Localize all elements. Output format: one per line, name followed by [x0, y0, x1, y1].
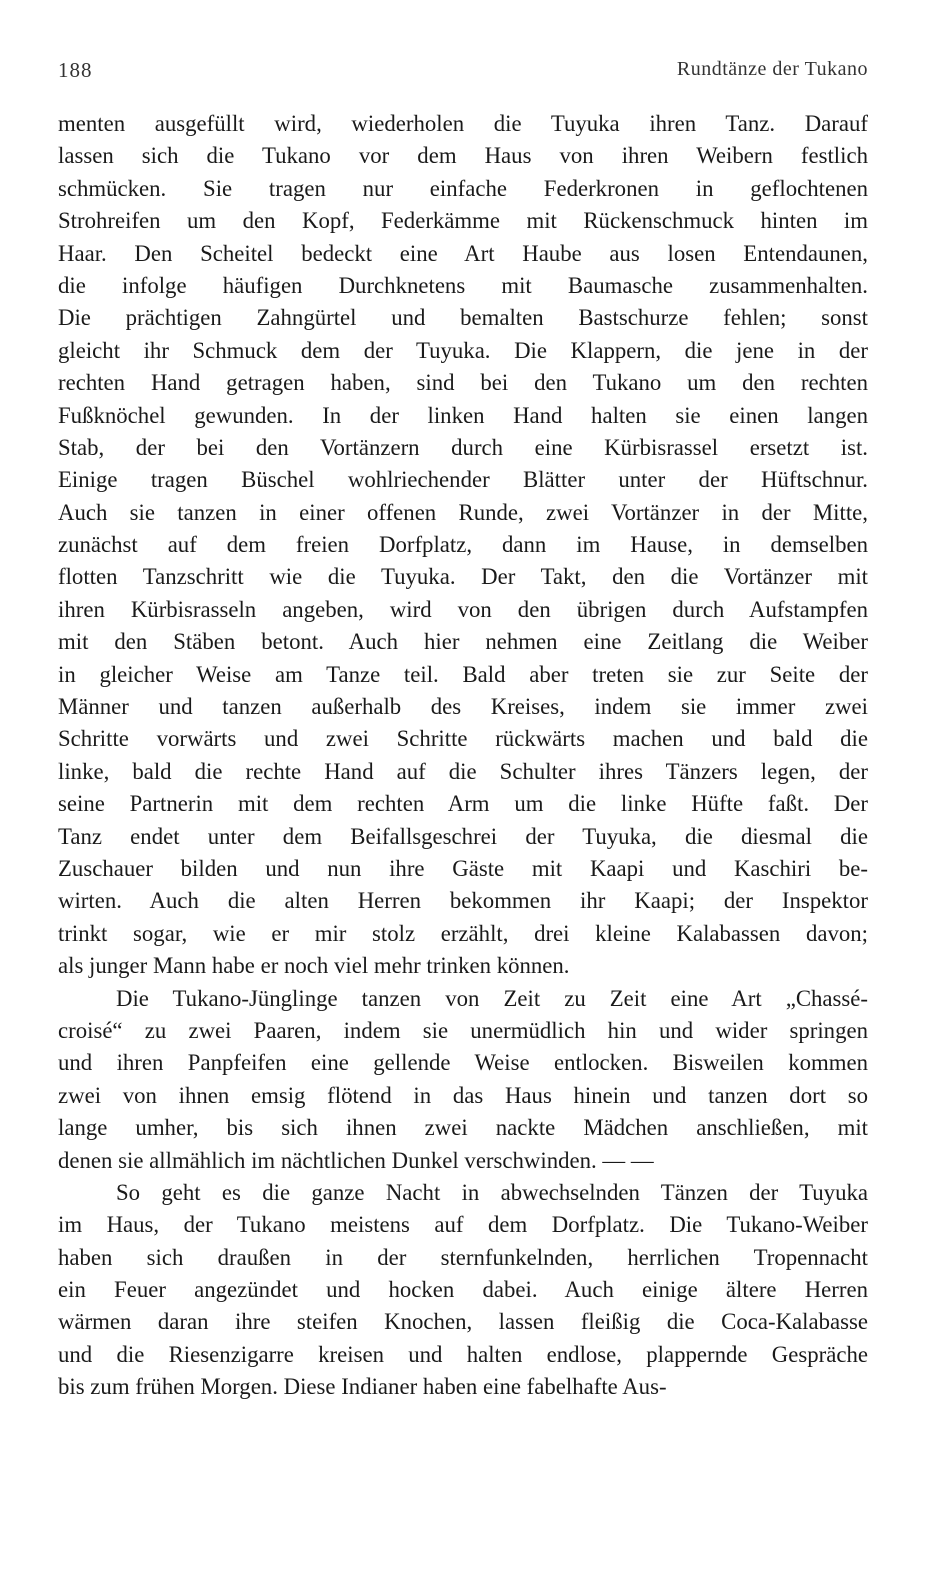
text-line: denen sie allmählich im nächtlichen Dunkel verschwinden. — —	[58, 1147, 654, 1173]
text-line: flotten Tanzschritt wie die Tuyuka. Der Takt, den die Vortänzer mit	[58, 564, 868, 590]
text-line: seine Partnerin mit dem rechten Arm um die linke Hüfte faßt. Der	[58, 791, 868, 817]
text-line: und ihren Panpfeifen eine gellende Weise entlocken. Bisweilen kommen	[58, 1050, 868, 1076]
page-header	[58, 58, 868, 88]
text-line: Tanz endet unter dem Beifallsgeschrei der Tuyuka, die diesmal die	[58, 823, 868, 849]
text-line: schmücken. Sie tragen nur einfache Federkronen in geflochtenen	[58, 175, 868, 201]
running-head: Rundtänze der Tukano	[676, 58, 868, 80]
text-line: Einige tragen Büschel wohlriechender Blätter unter der Hüftschnur.	[58, 467, 868, 493]
text-line: mit den Stäben betont. Auch hier nehmen eine Zeitlang die Weiber	[58, 629, 868, 655]
paragraph	[58, 108, 868, 983]
text-line: wärmen daran ihre steifen Knochen, lassen fleißig die Coca-Kalabasse	[58, 1309, 868, 1335]
text-line: Strohreifen um den Kopf, Federkämme mit Rückenschmuck hinten im	[58, 208, 868, 234]
text-line: ein Feuer angezündet und hocken dabei. Auch einige ältere Herren	[58, 1277, 868, 1303]
text-line: haben sich draußen in der sternfunkelnden, herrlichen Tropennacht	[58, 1244, 868, 1270]
page-number: 188	[58, 58, 93, 82]
text-line: linke, bald die rechte Hand auf die Schulter ihres Tänzers legen, der	[58, 758, 868, 784]
text-line: Stab, der bei den Vortänzern durch eine Kürbisrassel ersetzt ist.	[58, 434, 868, 460]
text-line: So geht es die ganze Nacht in abwechselnden Tänzen der Tuyuka	[116, 1179, 868, 1205]
paragraph	[58, 983, 868, 1177]
text-line: gleicht ihr Schmuck dem der Tuyuka. Die Klappern, die jene in der	[58, 337, 868, 363]
text-line: lassen sich die Tukano vor dem Haus von ihren Weibern festlich	[58, 143, 868, 169]
text-line: lange umher, bis sich ihnen zwei nackte Mädchen anschließen, mit	[58, 1115, 868, 1141]
text-line: trinkt sogar, wie er mir stolz erzählt, drei kleine Kalabassen davon;	[58, 920, 868, 946]
text-line: im Haus, der Tukano meistens auf dem Dorfplatz. Die Tukano-Weiber	[58, 1212, 868, 1238]
text-line: Auch sie tanzen in einer offenen Runde, zwei Vortänzer in der Mitte,	[58, 499, 868, 525]
paragraph	[58, 1177, 868, 1404]
text-line: als junger Mann habe er noch viel mehr trinken können.	[58, 953, 570, 979]
text-line: menten ausgefüllt wird, wiederholen die Tuyuka ihren Tanz. Darauf	[58, 111, 868, 136]
text-line: Die Tukano-Jünglinge tanzen von Zeit zu Zeit eine Art „Chassé-	[116, 985, 868, 1011]
text-line: croisé“ zu zwei Paaren, indem sie unermüdlich hin und wider springen	[58, 1017, 868, 1043]
text-line: bis zum frühen Morgen. Diese Indianer haben eine fabelhafte Aus-	[58, 1374, 667, 1400]
text-line: ihren Kürbisrasseln angeben, wird von den übrigen durch Aufstampfen	[58, 596, 868, 622]
text-line: und die Riesenzigarre kreisen und halten endlose, plappernde Gespräche	[58, 1341, 868, 1367]
text-line: zwei von ihnen emsig flötend in das Haus hinein und tanzen dort so	[58, 1082, 868, 1108]
text-line: rechten Hand getragen haben, sind bei den Tukano um den rechten	[58, 370, 868, 396]
text-line: Die prächtigen Zahngürtel und bemalten Bastschurze fehlen; sonst	[58, 305, 868, 331]
text-line: Zuschauer bilden und nun ihre Gäste mit Kaapi und Kaschiri be-	[58, 855, 868, 881]
text-line: zunächst auf dem freien Dorfplatz, dann im Hause, in demselben	[58, 532, 868, 558]
text-line: in gleicher Weise am Tanze teil. Bald aber treten sie zur Seite der	[58, 661, 868, 687]
text-line: Schritte vorwärts und zwei Schritte rückwärts machen und bald die	[58, 726, 868, 752]
text-line: Fußknöchel gewunden. In der linken Hand halten sie einen langen	[58, 402, 868, 428]
text-line: wirten. Auch die alten Herren bekommen ihr Kaapi; der Inspektor	[58, 888, 868, 914]
text-line: die infolge häufigen Durchknetens mit Baumasche zusammenhalten.	[58, 272, 868, 298]
text-line: Männer und tanzen außerhalb des Kreises, indem sie immer zwei	[58, 694, 868, 720]
text-line: Haar. Den Scheitel bedeckt eine Art Haube aus losen Entendaunen,	[58, 240, 868, 266]
body-text	[58, 108, 868, 1404]
